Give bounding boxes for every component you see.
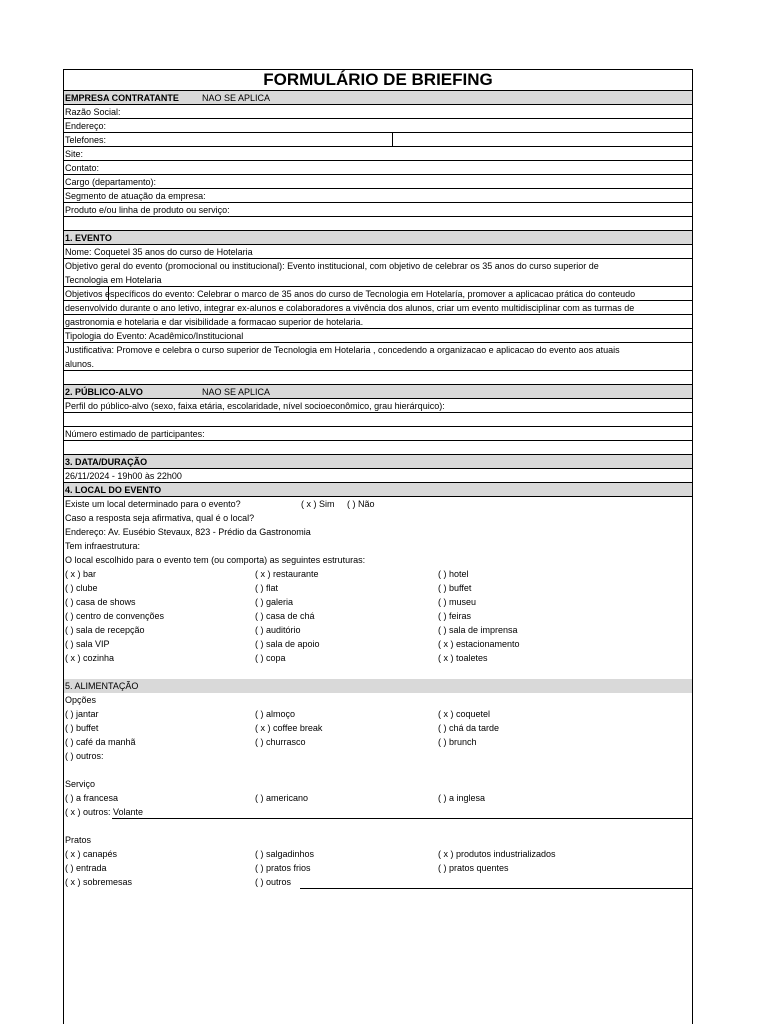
section-header-evento: 1. EVENTO [64,231,692,245]
alimentacao-options-row [64,749,692,763]
field-telefones[interactable] [64,133,692,147]
evento-objetivos-especificos-cont2: gastronomia e hotelaria e dar visibilidade a formacao superior de hotelaria. [64,315,692,329]
pratos-options-row [64,875,692,889]
opt-americano-checkbox[interactable]: ( ) americano [255,793,309,803]
section-header-data: 3. DATA/DURAÇÃO [64,455,692,469]
local-endereco: Endereço: Av. Eusébio Stevaux, 823 - Prédio da Gastronomia [65,527,311,537]
field-site[interactable]: Site: [64,147,692,161]
opt-museu-checkbox[interactable]: ( ) museu [438,597,477,607]
opt-produtos-industrializados-checkbox[interactable]: ( x ) produtos industrializados [438,849,556,859]
publico-note: NAO SE APLICA [202,387,271,397]
opt-almoco-checkbox[interactable]: ( ) almoço [255,709,296,719]
opt-sobremesas-checkbox[interactable]: ( x ) sobremesas [65,877,133,887]
field-endereco[interactable]: Endereço: [64,119,692,133]
opt-toaletes-checkbox[interactable]: ( x ) toaletes [438,653,488,663]
opt-pratos-quentes-checkbox[interactable]: ( ) pratos quentes [438,863,509,873]
opt-pratos-frios-checkbox[interactable]: ( ) pratos frios [255,863,311,873]
opt-clube-checkbox[interactable]: ( ) clube [65,583,98,593]
alimentacao-options-row [64,721,692,735]
opt-brunch-checkbox[interactable]: ( ) brunch [438,737,477,747]
opt-cha-da-tarde-checkbox[interactable]: ( ) chá da tarde [438,723,500,733]
form-title: FORMULÁRIO DE BRIEFING [64,70,692,91]
field-cargo[interactable]: Cargo (departamento): [64,175,692,189]
opt-galeria-checkbox[interactable]: ( ) galeria [255,597,294,607]
opt-sala-vip-checkbox[interactable]: ( ) sala VIP [65,639,110,649]
servico-outros-row [64,805,692,819]
opt-hotel-checkbox[interactable]: ( ) hotel [438,569,469,579]
opt-buffet-alim-checkbox[interactable]: ( ) buffet [65,723,99,733]
opt-outros-alim-checkbox[interactable]: ( ) outros: [65,751,104,761]
section-header-local: 4. LOCAL DO EVENTO [64,483,692,497]
local-options-row [64,581,692,595]
local-options-row [64,609,692,623]
opt-coffee-break-checkbox[interactable]: ( x ) coffee break [255,723,323,733]
blank-row [64,413,692,427]
local-estruturas: O local escolhido para o evento tem (ou comporta) as seguintes estruturas: [65,555,366,565]
blank-row [64,819,692,833]
opt-entrada-checkbox[interactable]: ( ) entrada [65,863,107,873]
opt-feiras-checkbox[interactable]: ( ) feiras [438,611,472,621]
pratos-options-row [64,847,692,861]
section-header-alimentacao: 5. ALIMENTAÇÃO [64,679,692,693]
evento-objetivo-geral: Objetivo geral do evento (promocional ou institucional): Evento institucional, com objetivo de celebrar os 35 anos do curso superior de [65,261,599,271]
opt-casa-de-shows-checkbox[interactable]: ( ) casa de shows [65,597,136,607]
opt-pratos-outros-checkbox[interactable]: ( ) outros [255,877,292,887]
opt-cafe-da-manha-checkbox[interactable]: ( ) café da manhã [65,737,136,747]
briefing-form [63,69,693,1024]
evento-justificativa-cont: alunos. [64,357,692,371]
local-nao-checkbox[interactable]: ( ) Não [347,499,375,509]
opt-jantar-checkbox[interactable]: ( ) jantar [65,709,99,719]
evento-nome: Nome: Coquetel 35 anos do curso de Hotelaria [64,245,692,259]
opt-a-francesa-checkbox[interactable]: ( ) a francesa [65,793,119,803]
local-options-row [64,637,692,651]
alimentacao-opcoes-label: Opções [65,695,97,705]
opt-auditorio-checkbox[interactable]: ( ) auditório [255,625,301,635]
telefones-label: Telefones: [65,135,107,145]
pratos-options-row [64,861,692,875]
opt-salgadinhos-checkbox[interactable]: ( ) salgadinhos [255,849,315,859]
evento-objetivo-geral-cont: Tecnologia em Hotelaria [64,273,692,287]
empresa-header: EMPRESA CONTRATANTE [65,93,179,103]
opt-bar-checkbox[interactable]: ( x ) bar [65,569,97,579]
opt-sala-recepcao-checkbox[interactable]: ( ) sala de recepção [65,625,145,635]
opt-restaurante-checkbox[interactable]: ( x ) restaurante [255,569,319,579]
field-perfil[interactable]: Perfil do público-alvo (sexo, faixa etária, escolaridade, nível socioeconômico, grau hierárquico): [64,399,692,413]
local-options-row [64,623,692,637]
local-options-row [64,595,692,609]
alimentacao-options-row [64,707,692,721]
opt-churrasco-checkbox[interactable]: ( ) churrasco [255,737,306,747]
local-options-row [64,651,692,665]
field-segmento[interactable]: Segmento de atuação da empresa: [64,189,692,203]
pratos-outros-underline [300,888,692,889]
local-question: Existe um local determinado para o evento? [65,499,241,509]
blank-row [64,217,692,231]
telefones-divider [392,133,393,147]
opt-centro-convencoes-checkbox[interactable]: ( ) centro de convenções [65,611,165,621]
section-header-publico [64,385,692,399]
local-sim-checkbox[interactable]: ( x ) Sim [301,499,335,509]
data-value[interactable]: 26/11/2024 - 19h00 às 22h00 [64,469,692,483]
empresa-note: NAO SE APLICA [202,93,271,103]
text-cursor [108,287,109,301]
alimentacao-servico-label: Serviço [65,779,96,789]
opt-flat-checkbox[interactable]: ( ) flat [255,583,279,593]
alimentacao-options-row [64,735,692,749]
alimentacao-pratos-label: Pratos [65,835,92,845]
field-contato[interactable]: Contato: [64,161,692,175]
blank-row [64,665,692,679]
field-razao-social[interactable]: Razão Social: [64,105,692,119]
evento-objetivos-especificos [64,287,692,301]
evento-tipologia: Tipologia do Evento: Acadêmico/Institucional [64,329,692,343]
evento-objetivos-especificos-cont1: desenvolvido durante o ano letivo, integrar ex-alunos e colaboradores a vivência dos alunos, criar um evento multidisciplinar com as turmas de [64,301,692,315]
blank-row [64,371,692,385]
section-header-empresa [64,91,692,105]
opt-sala-apoio-checkbox[interactable]: ( ) sala de apoio [255,639,320,649]
publico-header: 2. PÚBLICO-ALVO [65,387,143,397]
local-question-row [64,497,692,511]
opt-sala-imprensa-checkbox[interactable]: ( ) sala de imprensa [438,625,518,635]
opt-servico-outros-checkbox[interactable]: ( x ) outros: Volante [65,807,144,817]
servico-options-row [64,791,692,805]
opt-coquetel-checkbox[interactable]: ( x ) coquetel [438,709,491,719]
evento-justificativa: Justificativa: Promove e celebra o curso superior de Tecnologia em Hotelaria , concedendo a organizacao e aplicacao do evento aos atuais [65,345,620,355]
local-infra: Tem infraestrutura: [65,541,141,551]
opt-casa-de-cha-checkbox[interactable]: ( ) casa de chá [255,611,315,621]
blank-row [64,441,692,455]
opt-a-inglesa-checkbox[interactable]: ( ) a inglesa [438,793,486,803]
opt-estacionamento-checkbox[interactable]: ( x ) estacionamento [438,639,520,649]
local-options-row [64,567,692,581]
objetivos-especificos-text: Objetivos específicos do evento: Celebrar o marco de 35 anos do curso de Tecnologia em Hotelaría, promover a aplicacao prática do conteudo [65,289,636,299]
opt-canapes-checkbox[interactable]: ( x ) canapés [65,849,118,859]
opt-cozinha-checkbox[interactable]: ( x ) cozinha [65,653,115,663]
opt-copa-checkbox[interactable]: ( ) copa [255,653,286,663]
blank-row [64,763,692,777]
local-caso: Caso a resposta seja afirmativa, qual é o local? [65,513,255,523]
field-numero-participantes[interactable]: Número estimado de participantes: [64,427,692,441]
field-produto[interactable]: Produto e/ou linha de produto ou serviço: [64,203,692,217]
opt-buffet-checkbox[interactable]: ( ) buffet [438,583,472,593]
